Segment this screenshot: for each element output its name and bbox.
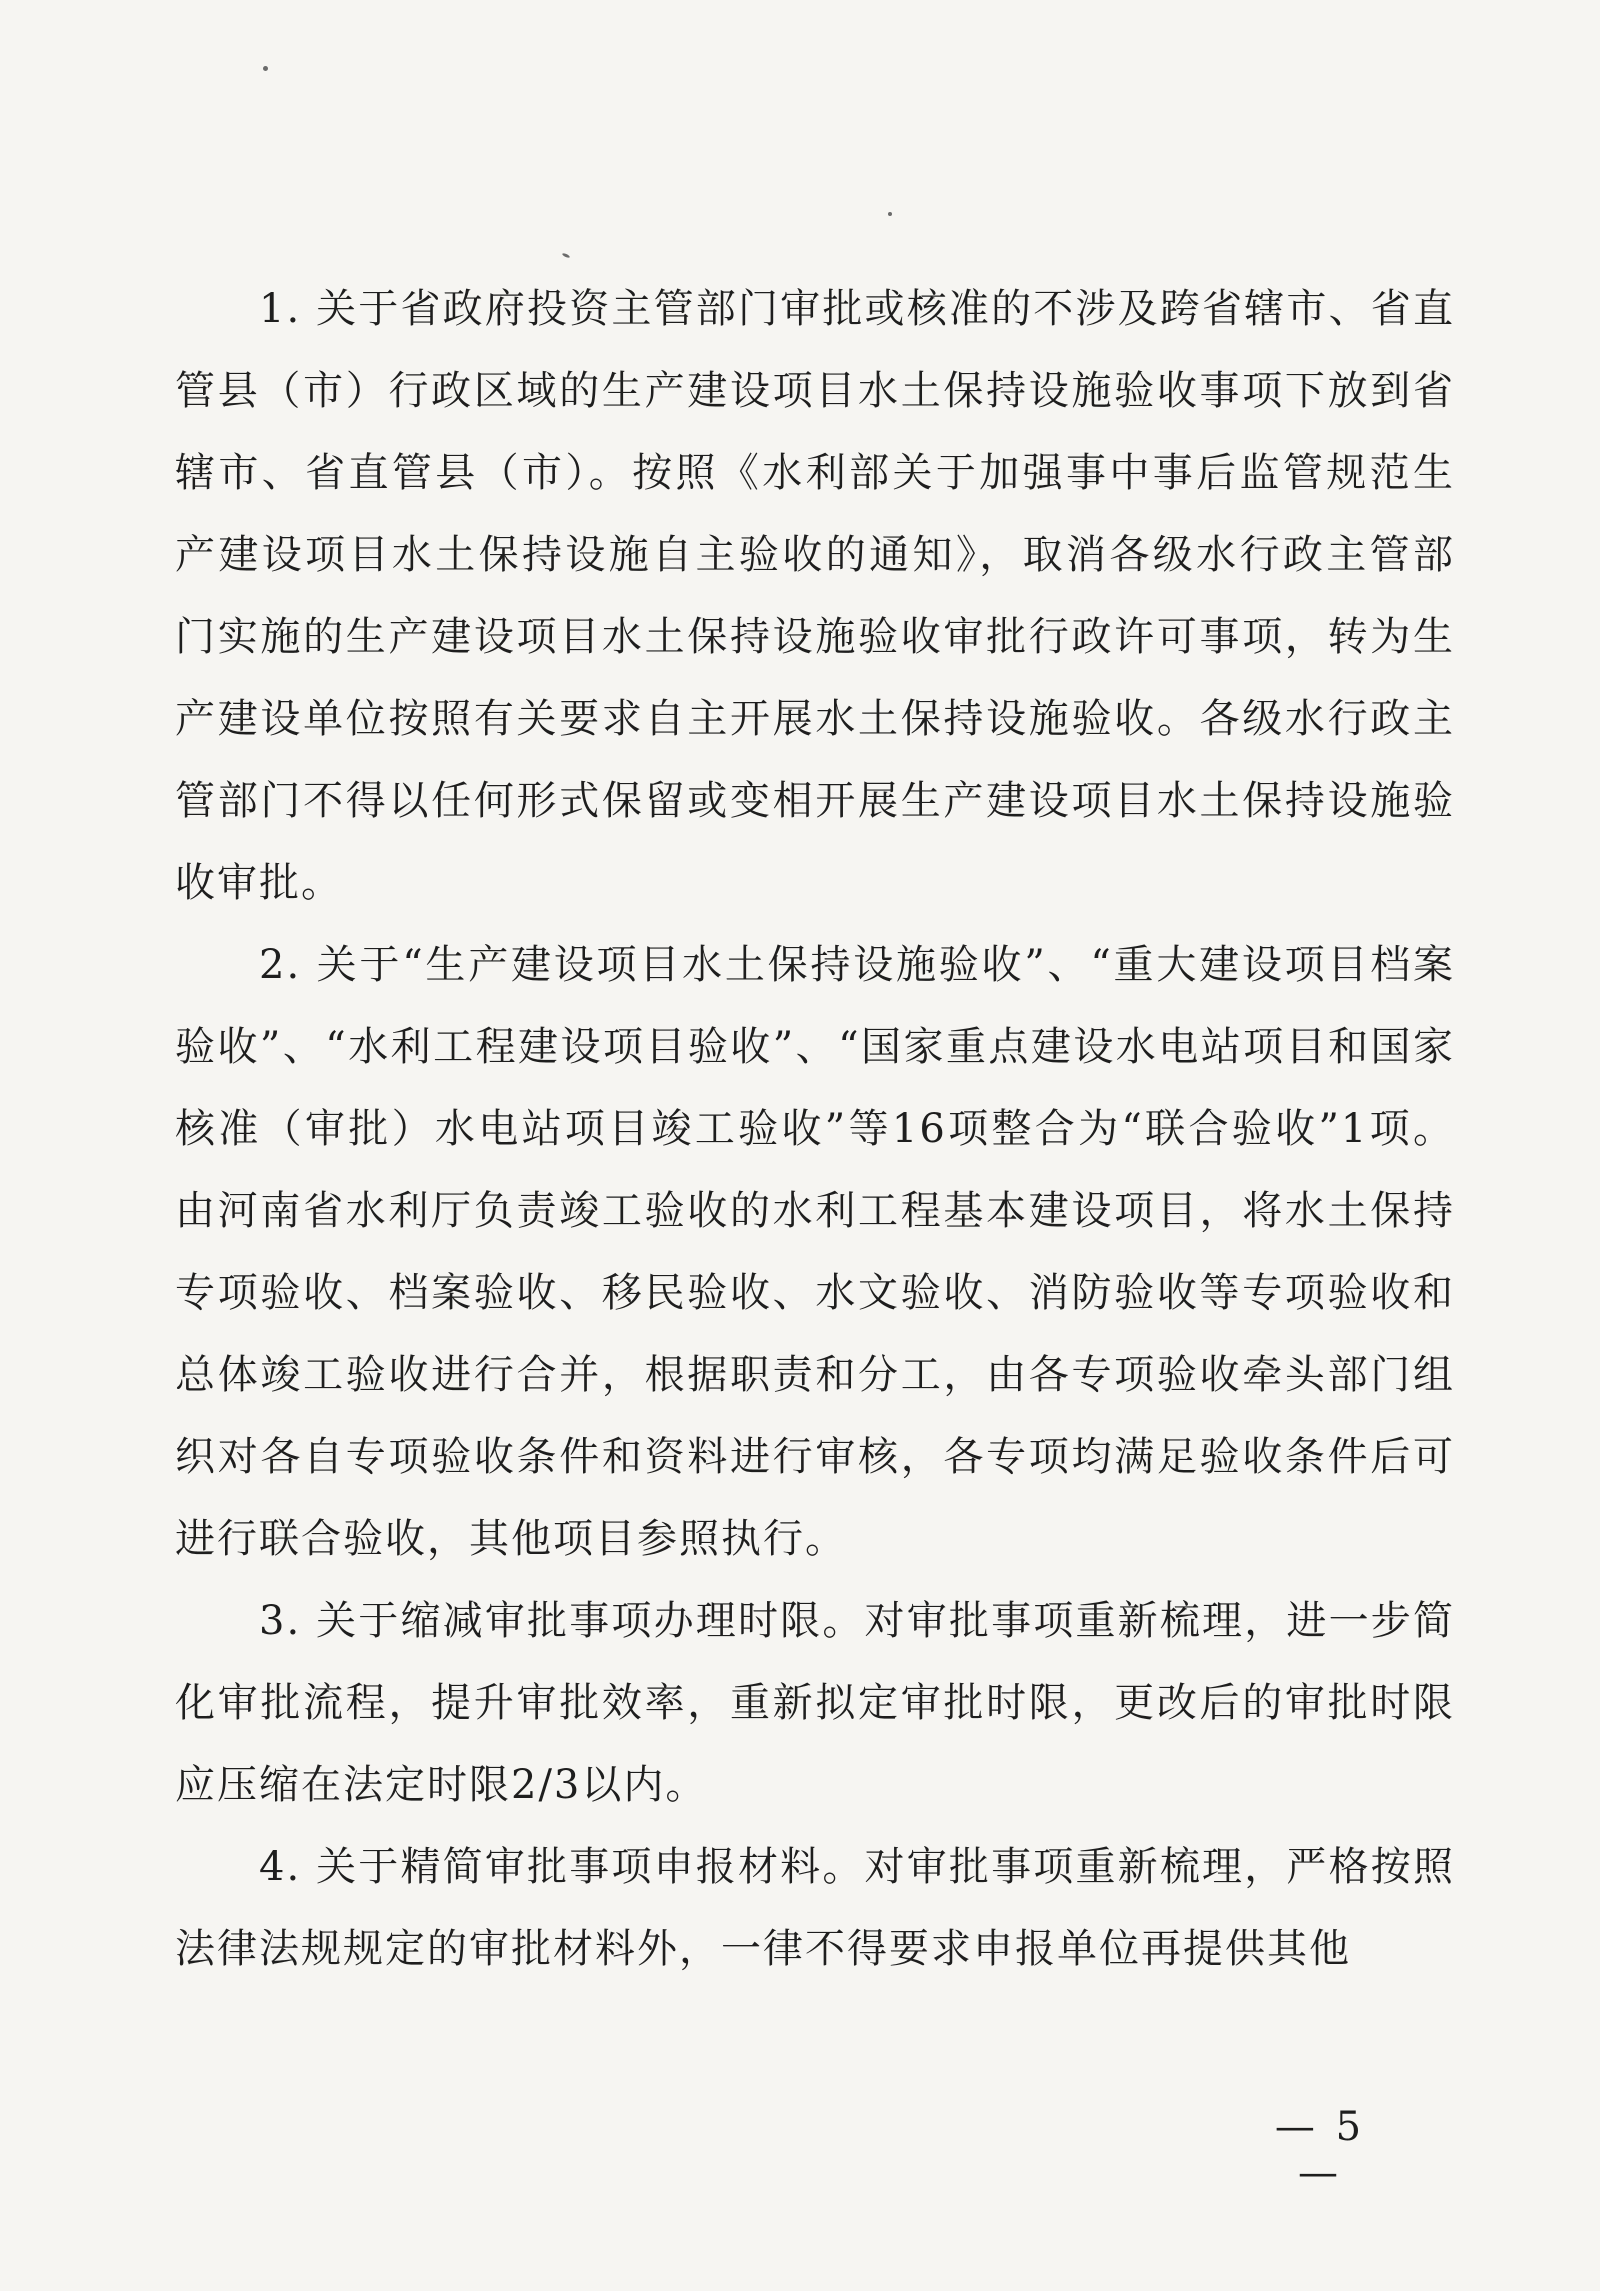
page-number: — 5 — <box>1274 2104 1366 2196</box>
paragraph-1: 1. 关于省政府投资主管部门审批或核准的不涉及跨省辖市、省直管县（市）行政区域的生产建设项目水土保持设施验收事项下放到省辖市、省直管县（市）。按照《水利部关于加强事中事后监管规范生产建设项目水土保持设施自主验收的通知》，取消各级水行政主管部门实施的生产建设项目水土保持设施验收审批行政许可事项，转为生产建设单位按照有关要求自主开展水土保持设施验收。各级水行政主管部门不得以任何形式保留或变相开展生产建设项目水土保持设施验收审批。 <box>175 286 1455 906</box>
scan-speck <box>562 252 571 258</box>
document-body <box>175 268 1455 1990</box>
scan-speck <box>888 212 892 216</box>
paragraph-2: 2. 关于“生产建设项目水土保持设施验收”、“重大建设项目档案验收”、“水利工程建设项目验收”、“国家重点建设水电站项目和国家核准（审批）水电站项目竣工验收”等16项整合为“联合验收”1项。由河南省水利厅负责竣工验收的水利工程基本建设项目，将水土保持专项验收、档案验收、移民验收、水文验收、消防验收等专项验收和总体竣工验收进行合并，根据职责和分工，由各专项验收牵头部门组织对各自专项验收条件和资料进行审核，各专项均满足验收条件后可进行联合验收，其他项目参照执行。 <box>175 942 1455 1562</box>
paragraph-3: 3. 关于缩减审批事项办理时限。对审批事项重新梳理，进一步简化审批流程，提升审批效率，重新拟定审批时限，更改后的审批时限应压缩在法定时限2/3以内。 <box>175 1598 1455 1808</box>
scan-speck <box>263 66 268 71</box>
paragraph-4: 4. 关于精简审批事项申报材料。对审批事项重新梳理，严格按照法律法规规定的审批材料外，一律不得要求申报单位再提供其他 <box>175 1844 1455 1972</box>
